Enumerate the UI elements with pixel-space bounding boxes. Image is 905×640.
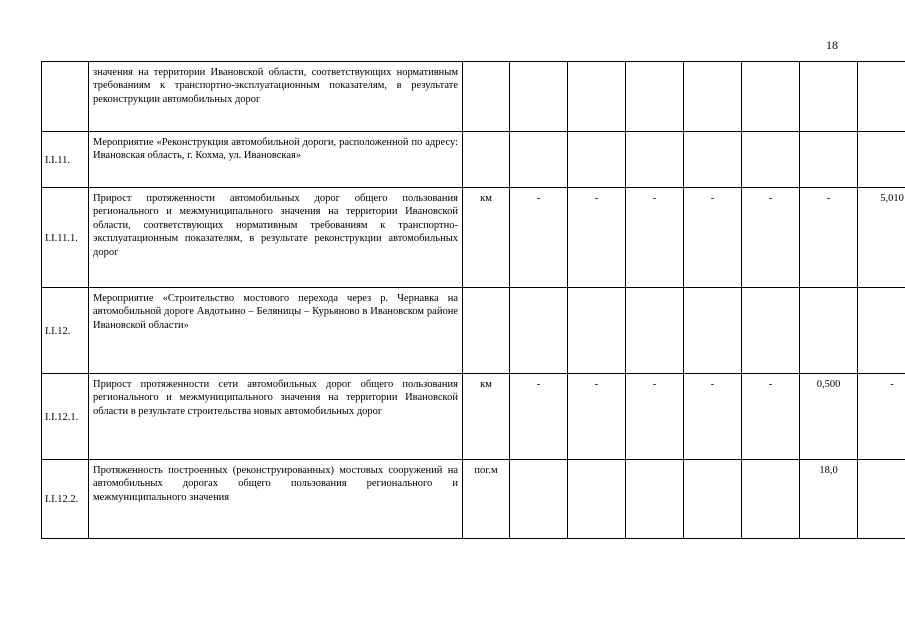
row-description: Прирост протяженности автомобильных дорог общего пользования регионального и межмуниципального значения на территории Ивановской области, соответствующих нормативным требованиям к транспортно-эксплуатационным показателям, в результате реконструкции автомобильных дорог — [89, 188, 463, 288]
row-unit: пог.м — [463, 460, 510, 539]
table-row — [42, 288, 905, 374]
row-value: - — [510, 188, 568, 288]
row-value — [510, 62, 568, 132]
row-value — [858, 288, 905, 374]
row-value — [858, 132, 905, 188]
table-row — [42, 460, 905, 539]
row-value — [858, 62, 905, 132]
indicators-table — [41, 61, 905, 539]
row-value — [510, 460, 568, 539]
row-unit — [463, 132, 510, 188]
row-value — [742, 460, 800, 539]
row-description: Протяженность построенных (реконструированных) мостовых сооружений на автомобильных дорогах общего пользования регионального и межмуниципального значения — [89, 460, 463, 539]
row-value — [742, 62, 800, 132]
row-description: Прирост протяженности сети автомобильных дорог общего пользования регионального и межмуниципального значения на территории Ивановской области в результате строительства новых автомобильных дорог — [89, 374, 463, 460]
row-value — [742, 288, 800, 374]
row-value — [568, 132, 626, 188]
row-value: - — [858, 374, 905, 460]
row-value: - — [510, 374, 568, 460]
table-row — [42, 188, 905, 288]
row-value — [742, 132, 800, 188]
row-value — [626, 460, 684, 539]
table-row — [42, 132, 905, 188]
row-number: I.I.12.1. — [42, 374, 89, 460]
row-value — [568, 62, 626, 132]
row-value: - — [626, 374, 684, 460]
row-number: I.I.12.2. — [42, 460, 89, 539]
row-value: 0,500 — [800, 374, 858, 460]
row-value — [684, 62, 742, 132]
row-value: - — [568, 374, 626, 460]
row-value — [800, 132, 858, 188]
row-number — [42, 62, 89, 132]
row-description: Мероприятие «Реконструкция автомобильной дороги, расположенной по адресу: Ивановская область, г. Кохма, ул. Ивановская» — [89, 132, 463, 188]
row-value — [568, 288, 626, 374]
row-value: - — [568, 188, 626, 288]
table-row — [42, 374, 905, 460]
row-value — [510, 132, 568, 188]
row-value — [800, 288, 858, 374]
row-value: 18,0 — [800, 460, 858, 539]
row-unit — [463, 62, 510, 132]
row-value — [800, 62, 858, 132]
page-number: 18 — [826, 38, 838, 52]
row-value: - — [742, 188, 800, 288]
row-value: - — [626, 188, 684, 288]
row-value: 5,010 — [858, 188, 905, 288]
row-number: I.I.12. — [42, 288, 89, 374]
row-value — [568, 460, 626, 539]
row-number: I.I.11.1. — [42, 188, 89, 288]
row-unit: км — [463, 374, 510, 460]
row-value — [858, 460, 905, 539]
row-description: значения на территории Ивановской области, соответствующих нормативным требованиям к транспортно-эксплуатационным показателям, в результате реконструкции автомобильных дорог — [89, 62, 463, 132]
row-description: Мероприятие «Строительство мостового перехода через р. Чернавка на автомобильной дороге Авдотьино – Беляницы – Курьяново в Ивановском районе Ивановской области» — [89, 288, 463, 374]
table-row — [42, 62, 905, 132]
row-value: - — [800, 188, 858, 288]
row-unit: км — [463, 188, 510, 288]
row-value — [510, 288, 568, 374]
row-value: - — [684, 188, 742, 288]
row-value — [626, 132, 684, 188]
row-value: - — [684, 374, 742, 460]
row-value — [626, 288, 684, 374]
row-unit — [463, 288, 510, 374]
row-value — [684, 460, 742, 539]
row-value — [626, 62, 684, 132]
row-value: - — [742, 374, 800, 460]
row-number: I.I.11. — [42, 132, 89, 188]
row-value — [684, 132, 742, 188]
row-value — [684, 288, 742, 374]
